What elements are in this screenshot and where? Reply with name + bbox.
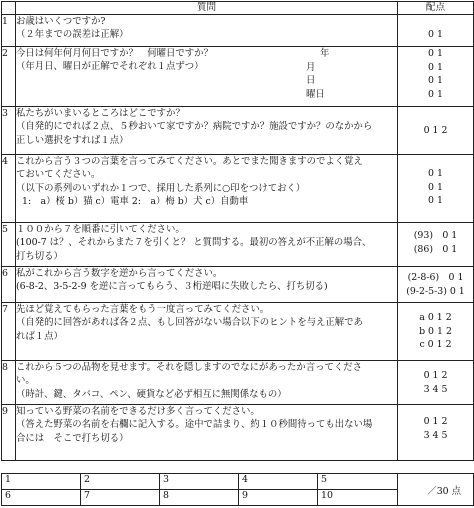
item-number: 4 bbox=[2, 155, 16, 223]
item-row-1 bbox=[2, 15, 474, 47]
question-line: （自発的にでれば２点、５秒おいて家ですか？病院ですか？施設ですか？のなかから bbox=[16, 121, 373, 133]
answer-cell[interactable]: 7 bbox=[81, 490, 160, 506]
sublabel-day: 日 bbox=[306, 75, 316, 86]
question-line: （２年までの誤差は正解） bbox=[16, 29, 129, 41]
item-points bbox=[398, 303, 474, 361]
item-question bbox=[16, 267, 398, 303]
item-points bbox=[398, 155, 474, 223]
sublabel-year: 年 bbox=[320, 48, 330, 59]
question-line: 先ほど覚えてもらった言葉をもう一度言ってみてください。 bbox=[16, 304, 270, 315]
points-option: 0 1 2 bbox=[423, 370, 448, 381]
question-line: (6-8-2、3-5-2-9 を逆に言ってもらう、３桁逆唱に失敗したら、打ち切る) bbox=[16, 281, 328, 293]
item-question bbox=[16, 15, 398, 47]
item-points bbox=[398, 15, 474, 47]
question-line: い。 bbox=[16, 375, 35, 387]
question-line: ておいてください。 bbox=[16, 169, 101, 181]
points-option: (9-2-5-3) 0 1 bbox=[406, 285, 465, 297]
item-question bbox=[16, 405, 398, 461]
question-line: （年月日、曜日が正解でそれぞれ１点ずつ） bbox=[16, 61, 204, 73]
points-option: 0 1 bbox=[428, 168, 443, 179]
header-row bbox=[2, 2, 474, 15]
question-line: 合には そこで打ち切る） bbox=[16, 432, 129, 444]
points-option: 0 1 bbox=[428, 61, 443, 73]
points-option: b 0 1 2 bbox=[419, 325, 452, 337]
item-row-9 bbox=[2, 405, 474, 461]
answer-row bbox=[2, 474, 474, 490]
item-number: 5 bbox=[2, 223, 16, 267]
header-blank bbox=[2, 2, 16, 15]
answer-cell[interactable]: 1 bbox=[2, 474, 81, 490]
item-number: 6 bbox=[2, 267, 16, 303]
answer-cell[interactable]: 4 bbox=[239, 474, 318, 490]
item-points bbox=[398, 107, 474, 155]
points-option: 0 1 bbox=[428, 29, 443, 40]
item-points bbox=[398, 361, 474, 405]
header-question: 質問 bbox=[16, 2, 398, 15]
question-line: 1: a）桜 b）猫 c）電車 2: a）梅 b）犬 c）自動車 bbox=[22, 196, 249, 208]
question-line: れば１点） bbox=[16, 330, 63, 342]
question-line: （答えた野菜の名前を右欄に記入する。途中で詰まり、約１０秒間待っても出ない場 bbox=[16, 419, 373, 431]
item-points bbox=[398, 47, 474, 107]
item-row-5 bbox=[2, 223, 474, 267]
item-number: 8 bbox=[2, 361, 16, 405]
question-line: 私がこれから言う数字を逆から言ってください。 bbox=[16, 268, 223, 279]
question-table bbox=[1, 1, 474, 461]
item-question bbox=[16, 155, 398, 223]
answer-cell[interactable]: 8 bbox=[160, 490, 239, 506]
item-row-2 bbox=[2, 47, 474, 107]
question-line: （時計、鍵、タバコ、ペン、硬貨など必ず相互に無関係なもの） bbox=[16, 388, 287, 400]
question-line: 打ち切る） bbox=[16, 250, 63, 262]
question-line: 正しい選択をすれば１点） bbox=[16, 134, 129, 146]
date-sublabels bbox=[306, 47, 346, 101]
item-number: 1 bbox=[2, 15, 16, 47]
question-line: (100-7 は？、それからまた７を引くと？ と質問する。最初の答えが不正解の場合、 bbox=[16, 237, 372, 249]
points-option: 0 1 bbox=[428, 181, 443, 193]
answer-cell[interactable]: 6 bbox=[2, 490, 81, 506]
question-line: これから言う３つの言葉を言ってみてください。あとでまた聞きますのでよく覚え bbox=[16, 156, 363, 167]
points-option: 3 4 5 bbox=[423, 429, 448, 441]
item-row-6 bbox=[2, 267, 474, 303]
points-option: 0 1 bbox=[428, 88, 443, 100]
sublabel-weekday: 曜日 bbox=[306, 88, 325, 100]
answer-cell[interactable]: 9 bbox=[239, 490, 318, 506]
points-option: (86) 0 1 bbox=[413, 243, 458, 255]
question-line: 今日は何年何月何日ですか？ 何曜日ですか？ bbox=[16, 48, 213, 59]
question-line: １００から７を順番に引いてください。 bbox=[16, 224, 185, 235]
item-row-7 bbox=[2, 303, 474, 361]
answer-cell[interactable]: 10 bbox=[318, 490, 398, 506]
item-question bbox=[16, 107, 398, 155]
item-question bbox=[16, 47, 398, 107]
points-option: 0 1 bbox=[428, 75, 443, 86]
points-option: a 0 1 2 bbox=[419, 312, 452, 323]
hdsr-score-sheet bbox=[1, 1, 473, 506]
item-question bbox=[16, 223, 398, 267]
vegetable-answer-table bbox=[1, 473, 474, 506]
total-score: ／30 点 bbox=[398, 474, 474, 506]
answer-cell[interactable]: 3 bbox=[160, 474, 239, 490]
answer-cell[interactable]: 2 bbox=[81, 474, 160, 490]
item-question bbox=[16, 361, 398, 405]
points-option: 0 1 bbox=[428, 48, 443, 59]
sublabel-month: 月 bbox=[306, 61, 316, 73]
points-option: (2-8-6) 0 1 bbox=[407, 272, 464, 283]
header-points: 配点 bbox=[398, 2, 474, 15]
item-row-3 bbox=[2, 107, 474, 155]
points-option: 0 1 2 bbox=[423, 124, 448, 136]
points-option: c 0 1 2 bbox=[419, 339, 452, 350]
item-points bbox=[398, 267, 474, 303]
item-row-8 bbox=[2, 361, 474, 405]
item-points bbox=[398, 223, 474, 267]
item-number: 2 bbox=[2, 47, 16, 107]
item-points bbox=[398, 405, 474, 461]
points-option: 0 1 bbox=[428, 195, 443, 206]
answer-cell[interactable]: 5 bbox=[318, 474, 398, 490]
question-line: 知っている野菜の名前をできるだけ多く言ってください。 bbox=[16, 406, 260, 417]
item-number: 7 bbox=[2, 303, 16, 361]
question-line: （以下の系列のいずれか１つで、採用した系列に○印をつけておく） bbox=[16, 182, 306, 194]
question-line: （自発的に回答があれば各２点、もし回答がない場合以下のヒントを与え正解であ bbox=[16, 317, 363, 329]
points-option: 0 1 2 bbox=[423, 416, 448, 427]
item-number: 9 bbox=[2, 405, 16, 461]
item-question bbox=[16, 303, 398, 361]
item-number: 3 bbox=[2, 107, 16, 155]
points-option: (93) 0 1 bbox=[413, 230, 458, 241]
question-line: 私たちがいまいるところはどこですか？ bbox=[16, 108, 185, 119]
item-row-4 bbox=[2, 155, 474, 223]
question-line: これから５つの品物を見せます。それを隠しますのでなにがあったか言ってくださ bbox=[16, 362, 363, 373]
question-line: お歳はいくつですか? bbox=[16, 16, 106, 27]
points-option: 3 4 5 bbox=[423, 383, 448, 395]
